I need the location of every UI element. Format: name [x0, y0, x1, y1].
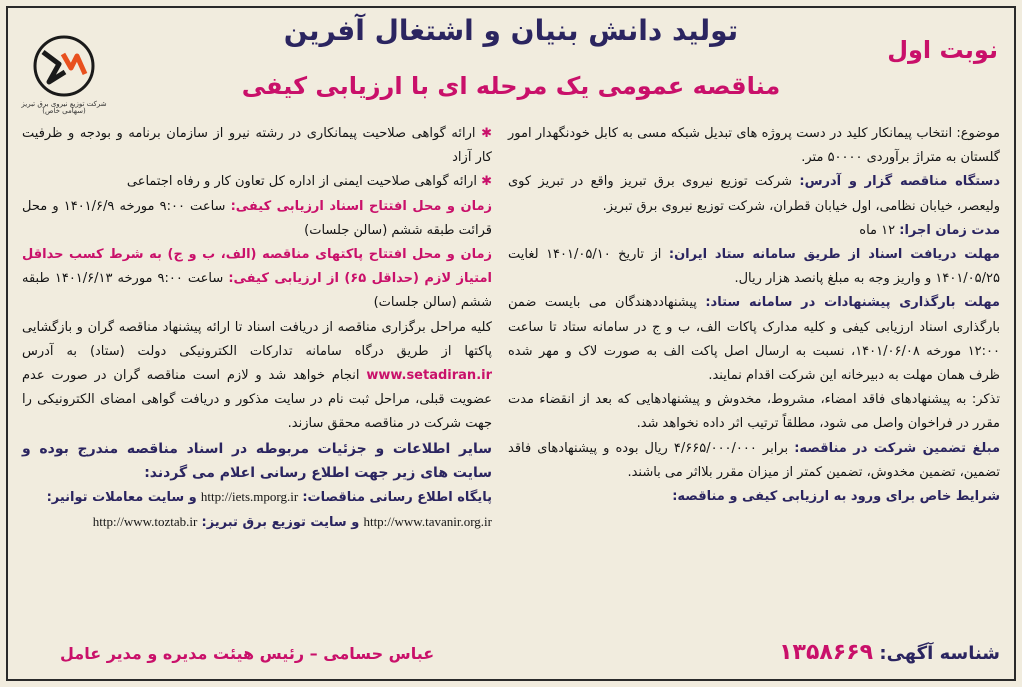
- upload-paragraph: [508, 291, 1000, 388]
- process-text-after: انجام خواهد شد و لازم است مناقصه گران در صورت عدم عضویت قبلی، مراحل ثبت نام در سایت مذکور و دریافت گواهی امضای الکترونیکی را جهت شرکت در مناقصه محقق سازند.: [22, 368, 492, 432]
- duration-paragraph: [508, 219, 1000, 243]
- envelopes-open-label: زمان و محل افتتاح پاکتهای مناقصه (الف، ب و ج) به شرط کسب حداقل امتیاز لازم (حداقل ۶۵) از ارزیابی کیفی:: [22, 247, 492, 287]
- bullet-star-icon: ✱: [481, 174, 492, 190]
- serial-number: ۱۳۵۸۶۶۹: [779, 640, 874, 665]
- duration-text: ۱۲ ماه: [859, 222, 896, 238]
- portal-link[interactable]: http://iets.mporg.ir: [200, 489, 299, 505]
- serial-label: شناسه آگهی:: [879, 643, 1000, 664]
- signer: عباس حسامی – رئیس هیئت مدیره و مدیر عامل: [60, 644, 435, 663]
- envelopes-open-text: ساعت ۹:۰۰ مورخه ۱۴۰۱/۶/۱۳ طبقه ششم (سالن جلسات): [22, 271, 492, 311]
- setadiran-link[interactable]: www.setadiran.ir: [366, 368, 492, 384]
- organizer-paragraph: [508, 170, 1000, 218]
- sites-paragraph: [22, 510, 492, 535]
- subject-text: انتخاب پیمانکار کلید در دست پروژه های تبدیل شبکه مسی به کابل خودنگهدار امور گلستان به متراژ برآوردی ۵۰۰۰۰ متر.: [508, 126, 1000, 166]
- organizer-text: شرکت توزیع نیروی برق تبریز واقع در تبریز کوی ولیعصر، خیابان نظامی، اول خیابان قطران، شرکت توزیع نیروی برق تبریز.: [508, 174, 1000, 214]
- quality-open-paragraph: [22, 195, 492, 243]
- ad-subtitle: مناقصه عمومی یک مرحله ای با ارزیابی کیفی: [241, 72, 781, 100]
- quality-open-text: ساعت ۹:۰۰ مورخه ۱۴۰۱/۶/۹ و محل قرائت طبقه ششم (سالن جلسات): [22, 198, 492, 238]
- guarantee-label: مبلغ تضمین شرکت در مناقصه:: [794, 440, 1001, 456]
- duration-label: مدت زمان اجرا:: [899, 222, 1000, 238]
- cert1-paragraph: [22, 122, 492, 170]
- envelopes-open-paragraph: [22, 243, 492, 316]
- logo-caption: شرکت توزیع نیروی برق تبریز: [21, 100, 107, 108]
- logo-caption-type: (سهامی خاص): [42, 107, 86, 115]
- cert2-text: ارائه گواهی صلاحیت ایمنی از اداره کل تعاون کار و رفاه اجتماعی: [126, 174, 477, 190]
- upload-label: مهلت بارگذاری پیشنهادات در سامانه ستاد:: [705, 295, 1000, 311]
- subject-paragraph: [508, 122, 1000, 170]
- quality-open-label: زمان و محل افتتاح اسناد ارزیابی کیفی:: [230, 198, 492, 214]
- right-column: [508, 122, 1000, 509]
- tavanir-link[interactable]: http://www.tavanir.org.ir: [363, 514, 492, 530]
- company-site-label: و سایت توزیع برق تبریز:: [201, 515, 360, 531]
- ad-serial: [779, 640, 1000, 665]
- process-paragraph: [22, 316, 492, 437]
- portal-label: پایگاه اطلاع رسانی مناقصات:: [302, 490, 492, 506]
- upload-text: پیشنهاددهندگان می بایست ضمن بارگذاری اسناد ارزیابی کیفی و کلیه مدارک پاکات الف، ب و ج در سامانه ستاد تا ساعت ۱۲:۰۰ مورخه ۱۴۰۱/۰۶/۰۸، نسبت به ارسال اصل پاکت الف به صورت لاک و مهر شده ظرف همان مهلت به دبیرخانه این شرکت اقدام نمایند.: [508, 295, 1000, 384]
- doc-deadline-label: مهلت دریافت اسناد از طریق سامانه ستاد ایران:: [668, 247, 1000, 263]
- left-column: [22, 122, 492, 535]
- guarantee-paragraph: [508, 437, 1000, 485]
- tavanir-label: و سایت معاملات توانیر:: [46, 490, 197, 506]
- conditions-label: شرایط خاص برای ورود به ارزیابی کیفی و مناقصه:: [672, 489, 1000, 505]
- subject-label: موضوع:: [956, 126, 1000, 141]
- cert1-text: ارائه گواهی صلاحیت پیمانکاری در رشته نیرو از سازمان برنامه و بودجه و ظرفیت کار آزاد: [22, 126, 492, 166]
- logo-emblem-icon: [29, 34, 99, 98]
- process-text-before: کلیه مراحل برگزاری مناقصه از دریافت اسناد تا ارائه پیشنهاد مناقصه گران و بازگشایی پاکتها از طریق درگاه سامانه تدارکات الکترونیکی دولت (ستاد) به آدرس: [22, 319, 492, 359]
- organizer-label: دستگاه مناقصه گزار و آدرس:: [799, 174, 1001, 190]
- turn-label: نوبت اول: [887, 36, 998, 64]
- guarantee-text: برابر ۴/۶۶۵/۰۰۰/۰۰۰ ریال بوده و پیشنهادهای فاقد تضمین، تضمین مخدوش، تضمین کمتر از میزان مقرر بلااثر می باشند.: [508, 440, 1000, 480]
- bullet-star-icon: ✱: [481, 126, 492, 141]
- doc-deadline-text: از تاریخ ۱۴۰۱/۰۵/۱۰ لغایت ۱۴۰۱/۰۵/۲۵ و واریز وجه به مبلغ پانصد هزار ریال.: [508, 247, 1000, 287]
- note-paragraph: تذکر: به پیشنهادهای فاقد امضاء، مشروط، مخدوش و پیشنهادهایی که بعد از انقضاء مدت مقرر در فراخوان واصل می شود، مطلقاً ترتیب اثر داده نخواهد شد.: [508, 392, 1000, 432]
- conditions-paragraph: [508, 485, 1000, 509]
- company-logo: [18, 34, 110, 120]
- company-site-link[interactable]: http://www.toztab.ir: [92, 514, 198, 530]
- portal-paragraph: [22, 485, 492, 510]
- more-info-paragraph: سایر اطلاعات و جزئیات مربوطه در اسناد مناقصه مندرج بوده و سایت های زیر جهت اطلاع رسانی اعلام می گردند:: [22, 440, 492, 481]
- cert2-paragraph: [22, 170, 492, 194]
- doc-deadline-paragraph: [508, 243, 1000, 291]
- ad-title: تولید دانش بنیان و اشتغال آفرین: [283, 14, 739, 47]
